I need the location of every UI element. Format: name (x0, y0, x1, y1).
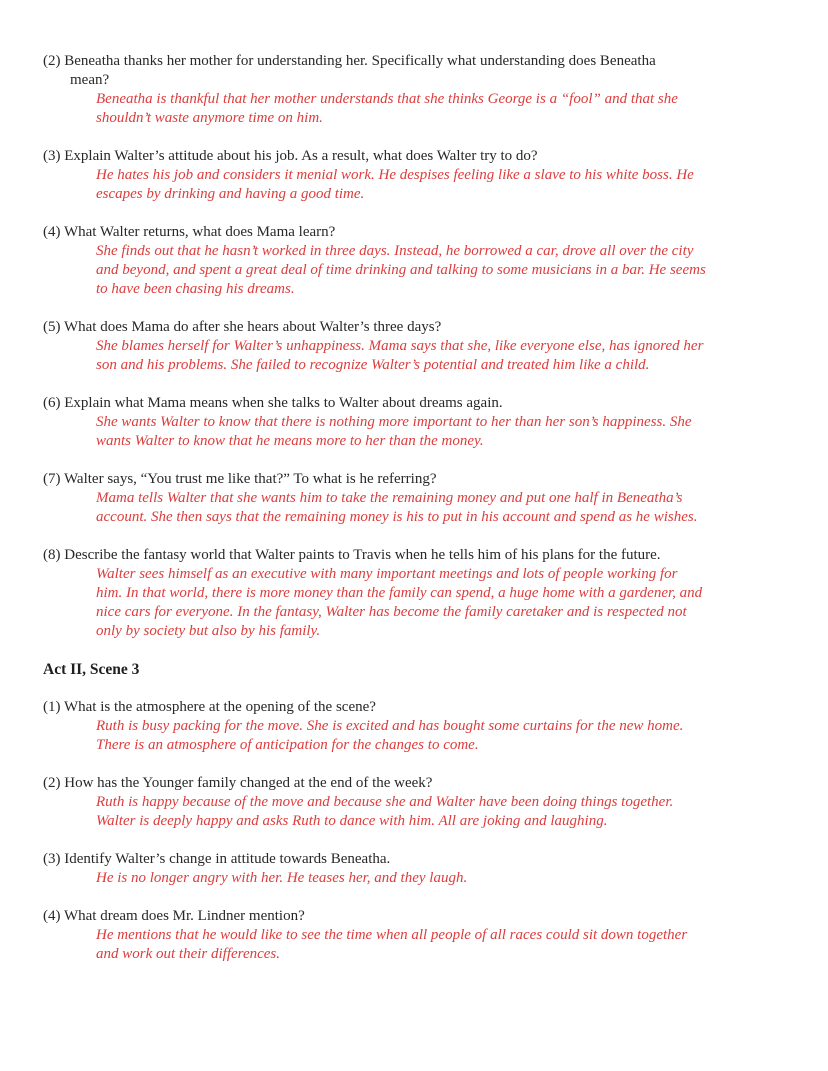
qa-section (43, 660, 788, 964)
question-answer-block (43, 470, 788, 527)
question-line: (1) What is the atmosphere at the opening of the scene? (43, 699, 376, 715)
answer-line: to have been chasing his dreams. (96, 281, 295, 297)
answer-line: Beneatha is thankful that her mother understands that she thinks George is a “fool” and that she (96, 91, 678, 107)
question-line: (3) Identify Walter’s change in attitude towards Beneatha. (43, 851, 391, 867)
answer-line: Walter sees himself as an executive with many important meetings and lots of people working for (96, 566, 678, 582)
section-heading: Act II, Scene 3 (43, 661, 140, 678)
answer-line: Ruth is busy packing for the move. She is excited and has bought some curtains for the new home. (96, 718, 684, 734)
answer-line: Ruth is happy because of the move and because she and Walter have been doing things together. (96, 794, 674, 810)
answer-line: There is an atmosphere of anticipation for the changes to come. (96, 737, 479, 753)
question-answer-block (43, 907, 788, 964)
answer-line: him. In that world, there is more money than the family can spend, a huge home with a gardener, and (96, 585, 703, 601)
qa-section (43, 52, 788, 641)
answer-line: Walter is deeply happy and asks Ruth to dance with him. All are joking and laughing. (96, 813, 608, 829)
answer-line: wants Walter to know that he means more to her than the money. (96, 433, 484, 449)
question-line: (4) What Walter returns, what does Mama learn? (43, 224, 336, 240)
answer-line: He is no longer angry with her. He teases her, and they laugh. (96, 870, 468, 886)
question-answer-block (43, 147, 788, 204)
answer-line: She blames herself for Walter’s unhappiness. Mama says that she, like everyone else, has ignored her (96, 338, 704, 354)
answer-line: escapes by drinking and having a good time. (96, 186, 365, 202)
answer-line: account. She then says that the remaining money is his to put in his account and spend as he wishes. (96, 509, 698, 525)
answer-line: nice cars for everyone. In the fantasy, Walter has become the family caretaker and is respected not (96, 604, 687, 620)
question-answer-block (43, 52, 788, 128)
question-line: (2) Beneatha thanks her mother for understanding her. Specifically what understanding does Beneatha (43, 53, 656, 69)
answer-line: and work out their differences. (96, 946, 280, 962)
question-line: (5) What does Mama do after she hears about Walter’s three days? (43, 319, 442, 335)
answer-line: son and his problems. She failed to recognize Walter’s potential and treated him like a child. (96, 357, 650, 373)
question-line: (4) What dream does Mr. Lindner mention? (43, 908, 305, 924)
question-answer-block (43, 774, 788, 831)
question-line: (6) Explain what Mama means when she talks to Walter about dreams again. (43, 395, 503, 411)
question-line: (7) Walter says, “You trust me like that?” To what is he referring? (43, 471, 437, 487)
question-answer-block (43, 318, 788, 375)
answer-line: shouldn’t waste anymore time on him. (96, 110, 323, 126)
answer-line: and beyond, and spent a great deal of time drinking and talking to some musicians in a bar. He seems (96, 262, 706, 278)
question-answer-block (43, 850, 788, 888)
answer-line: He hates his job and considers it menial work. He despises feeling like a slave to his white boss. He (96, 167, 694, 183)
answer-line: She finds out that he hasn’t worked in three days. Instead, he borrowed a car, drove all over the city (96, 243, 694, 259)
answer-line: She wants Walter to know that there is nothing more important to her than her son’s happiness. She (96, 414, 692, 430)
question-line: (3) Explain Walter’s attitude about his job. As a result, what does Walter try to do? (43, 148, 538, 164)
answer-line: Mama tells Walter that she wants him to take the remaining money and put one half in Beneatha’s (96, 490, 683, 506)
question-answer-block (43, 546, 788, 641)
question-line: mean? (70, 72, 110, 88)
question-line: (8) Describe the fantasy world that Walter paints to Travis when he tells him of his plans for the future. (43, 547, 661, 563)
question-answer-block (43, 698, 788, 755)
question-answer-block (43, 394, 788, 451)
question-answer-block (43, 223, 788, 299)
answer-line: He mentions that he would like to see the time when all people of all races could sit down together (96, 927, 688, 943)
question-line: (2) How has the Younger family changed at the end of the week? (43, 775, 433, 791)
answer-line: only by society but also by his family. (96, 623, 321, 639)
